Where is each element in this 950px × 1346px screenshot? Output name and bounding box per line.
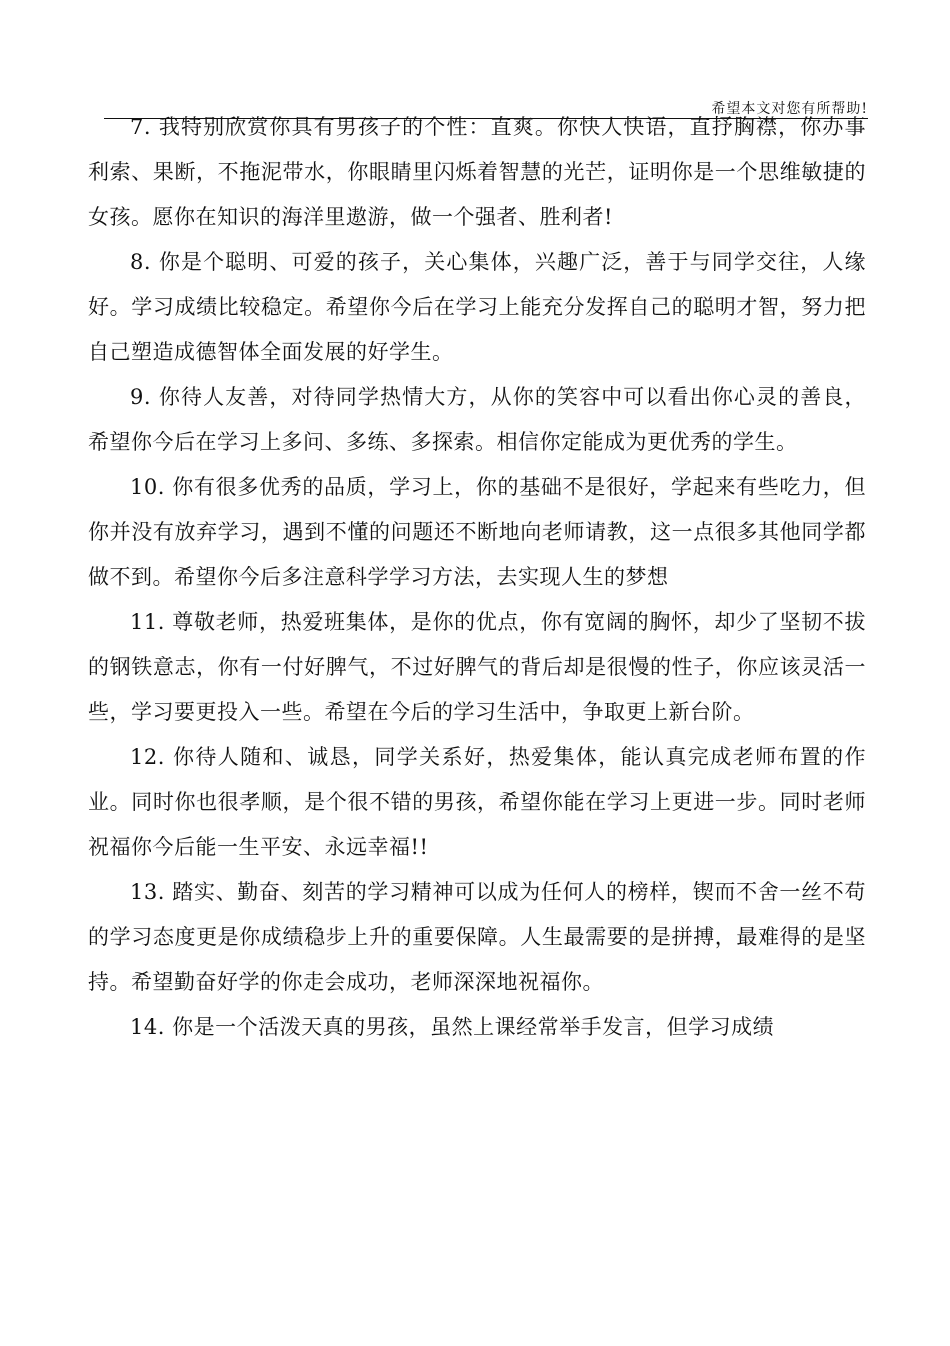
- paragraph-12: 12. 你待人随和、诚恳，同学关系好，热爱集体，能认真完成老师布置的作业。同时你也很孝顺，是个很不错的男孩，希望你能在学习上更进一步。同时老师祝福你今后能一生平安、永远幸福!!: [88, 745, 866, 859]
- document-body: [88, 105, 866, 1050]
- paragraph-9: 9. 你待人友善，对待同学热情大方，从你的笑容中可以看出你心灵的善良，希望你今后在学习上多问、多练、多探索。相信你定能成为更优秀的学生。: [88, 385, 866, 454]
- header-note: 希望本文对您有所帮助!: [711, 101, 868, 117]
- paragraph-8: 8. 你是个聪明、可爱的孩子，关心集体，兴趣广泛，善于与同学交往，人缘好。学习成绩比较稳定。希望你今后在学习上能充分发挥自己的聪明才智，努力把自己塑造成德智体全面发展的好学生。: [88, 250, 866, 364]
- paragraph-11: 11. 尊敬老师，热爱班集体，是你的优点，你有宽阔的胸怀，却少了坚韧不拔的钢铁意志，你有一付好脾气，不过好脾气的背后却是很慢的性子，你应该灵活一些，学习要更投入一些。希望在今后的学习生活中，争取更上新台阶。: [88, 610, 866, 724]
- paragraph-14: 14. 你是一个活泼天真的男孩，虽然上课经常举手发言，但学习成绩: [130, 1015, 775, 1039]
- paragraph-7: 7. 我特别欣赏你具有男孩子的个性：直爽。你快人快语，直抒胸襟，你办事利索、果断，不拖泥带水，你眼睛里闪烁着智慧的光芒，证明你是一个思维敏捷的女孩。愿你在知识的海洋里遨游，做一个强者、胜利者!: [88, 115, 866, 229]
- paragraph-13: 13. 踏实、勤奋、刻苦的学习精神可以成为任何人的榜样，锲而不舍一丝不苟的学习态度更是你成绩稳步上升的重要保障。人生最需要的是拼搏，最难得的是坚持。希望勤奋好学的你走会成功，老师深深地祝福你。: [88, 880, 866, 994]
- paragraph-10: 10. 你有很多优秀的品质，学习上，你的基础不是很好，学起来有些吃力，但你并没有放弃学习，遇到不懂的问题还不断地向老师请教，这一点很多其他同学都做不到。希望你今后多注意科学学习方法，去实现人生的梦想: [88, 475, 866, 589]
